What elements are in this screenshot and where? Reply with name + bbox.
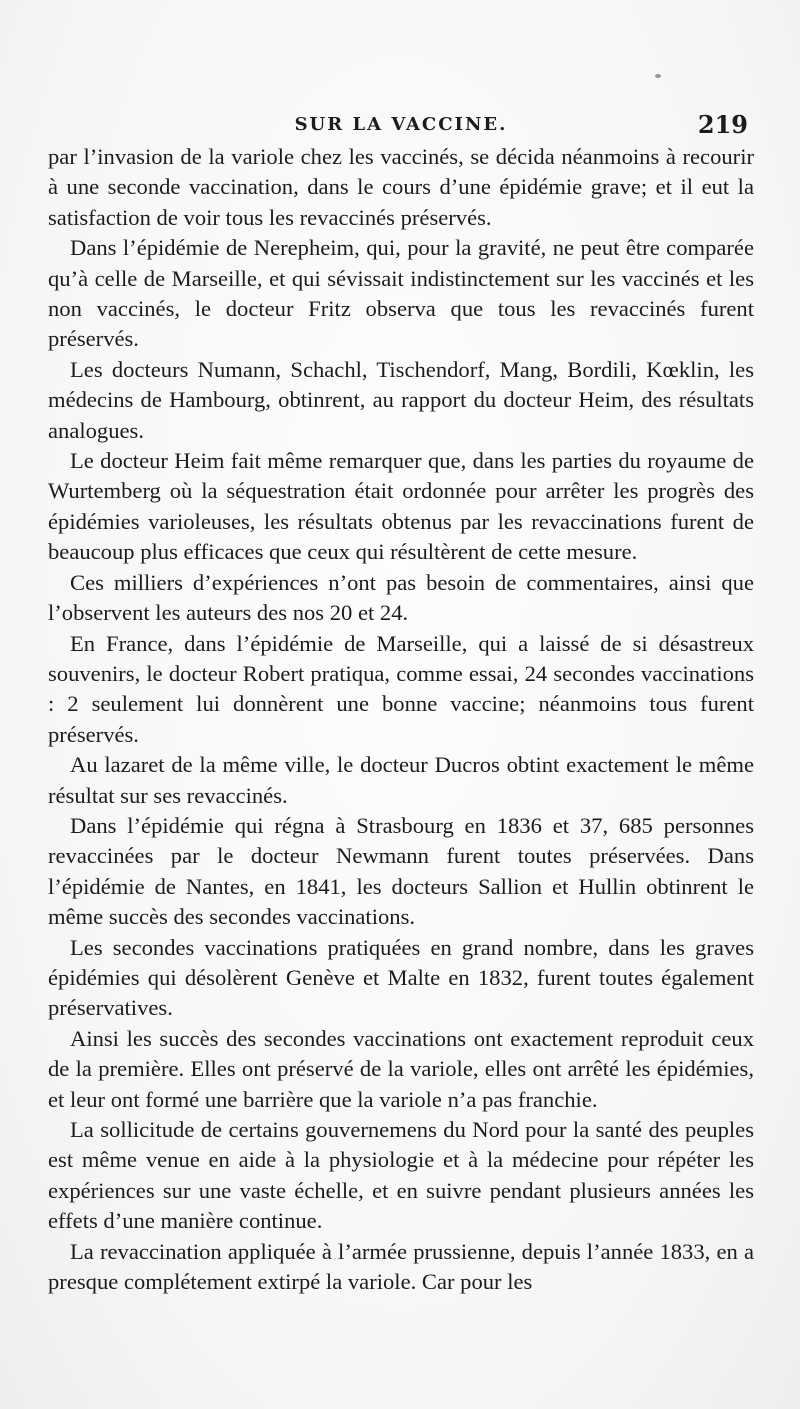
paragraph-heim: Le docteur Heim fait même remarquer que, dans les parties du royaume de Wurtemberg où la séquestration était ordonnée pour arrêter les progrès des épidémies varioleuses, les résultats obtenus par les revaccinations furent de beaucoup plus efficaces que ceux qui résultèrent de cette mesure. — [48, 448, 754, 565]
paragraph-france: En France, dans l’épidémie de Marseille, qui a laissé de si désastreux souvenirs, le docteur Robert pratiqua, comme essai, 24 secondes vaccinations : 2 seulement lui donnèrent une bonne vaccine; néanmoins tous furent préservés. — [48, 630, 754, 747]
running-title: SUR LA VACCINE. — [294, 114, 508, 135]
paragraph-ainsi: Ainsi les succès des secondes vaccinations ont exactement reproduit ceux de la première. Elles ont préservé de la variole, elles ont arrêté les épidémies, et leur ont formé une barrière que la variole n’a pas franchie. — [48, 1025, 754, 1112]
paragraph-strasbourg: Dans l’épidémie qui régna à Strasbourg en 1836 et 37, 685 personnes revaccinées par le docteur Newmann furent toutes préservées. Dans l’épidémie de Nantes, en 1841, les docteurs Sallion et Hullin obtinrent le même succès des secondes vaccinations. — [48, 812, 754, 930]
page-number: 219 — [697, 110, 748, 139]
paragraph-continuation: par l’invasion de la variole chez les vaccinés, se décida néanmoins à recourir à une seconde vaccination, dans le cours d’une épidémie grave; et il eut la satisfaction de voir tous les revaccinés préservés. — [48, 144, 754, 230]
paragraph-sollicitude: La sollicitude de certains gouvernemens du Nord pour la santé des peuples est même venue en aide à la physiologie et à la médecine pour répéter les expériences sur une vaste échelle, et en suivre pendant plusieurs années les effets d’une manière continue. — [48, 1117, 754, 1234]
paragraph-lazaret: Au lazaret de la même ville, le docteur Ducros obtint exactement le même résultat sur ses revaccinés. — [48, 752, 754, 808]
running-head — [48, 100, 754, 140]
paragraph-nerepheim: Dans l’épidémie de Nerepheim, qui, pour la gravité, ne peut être comparée qu’à celle de Marseille, et qui sévissait indistinctement sur les vaccinés et les non vaccinés, le docteur Fritz observa que tous les revaccinés furent préservés. — [48, 235, 754, 352]
paragraph-experiences: Ces milliers d’expériences n’ont pas besoin de commentaires, ainsi que l’observent les auteurs des nos 20 et 24. — [48, 569, 754, 626]
paragraph-docteurs: Les docteurs Numann, Schachl, Tischendorf, Mang, Bordili, Kœklin, les médecins de Hambourg, obtinrent, au rapport du docteur Heim, des résultats analogues. — [48, 356, 754, 443]
paragraph-armee-prussienne: La revaccination appliquée à l’armée prussienne, depuis l’année 1833, en a presque complétement extirpé la variole. Car pour les — [48, 1238, 754, 1295]
ink-speck — [655, 74, 661, 78]
paragraph-geneve-malte: Les secondes vaccinations pratiquées en grand nombre, dans les graves épidémies qui désolèrent Genève et Malte en 1832, furent toutes également préservatives. — [48, 934, 754, 1021]
body-text — [48, 142, 754, 1297]
